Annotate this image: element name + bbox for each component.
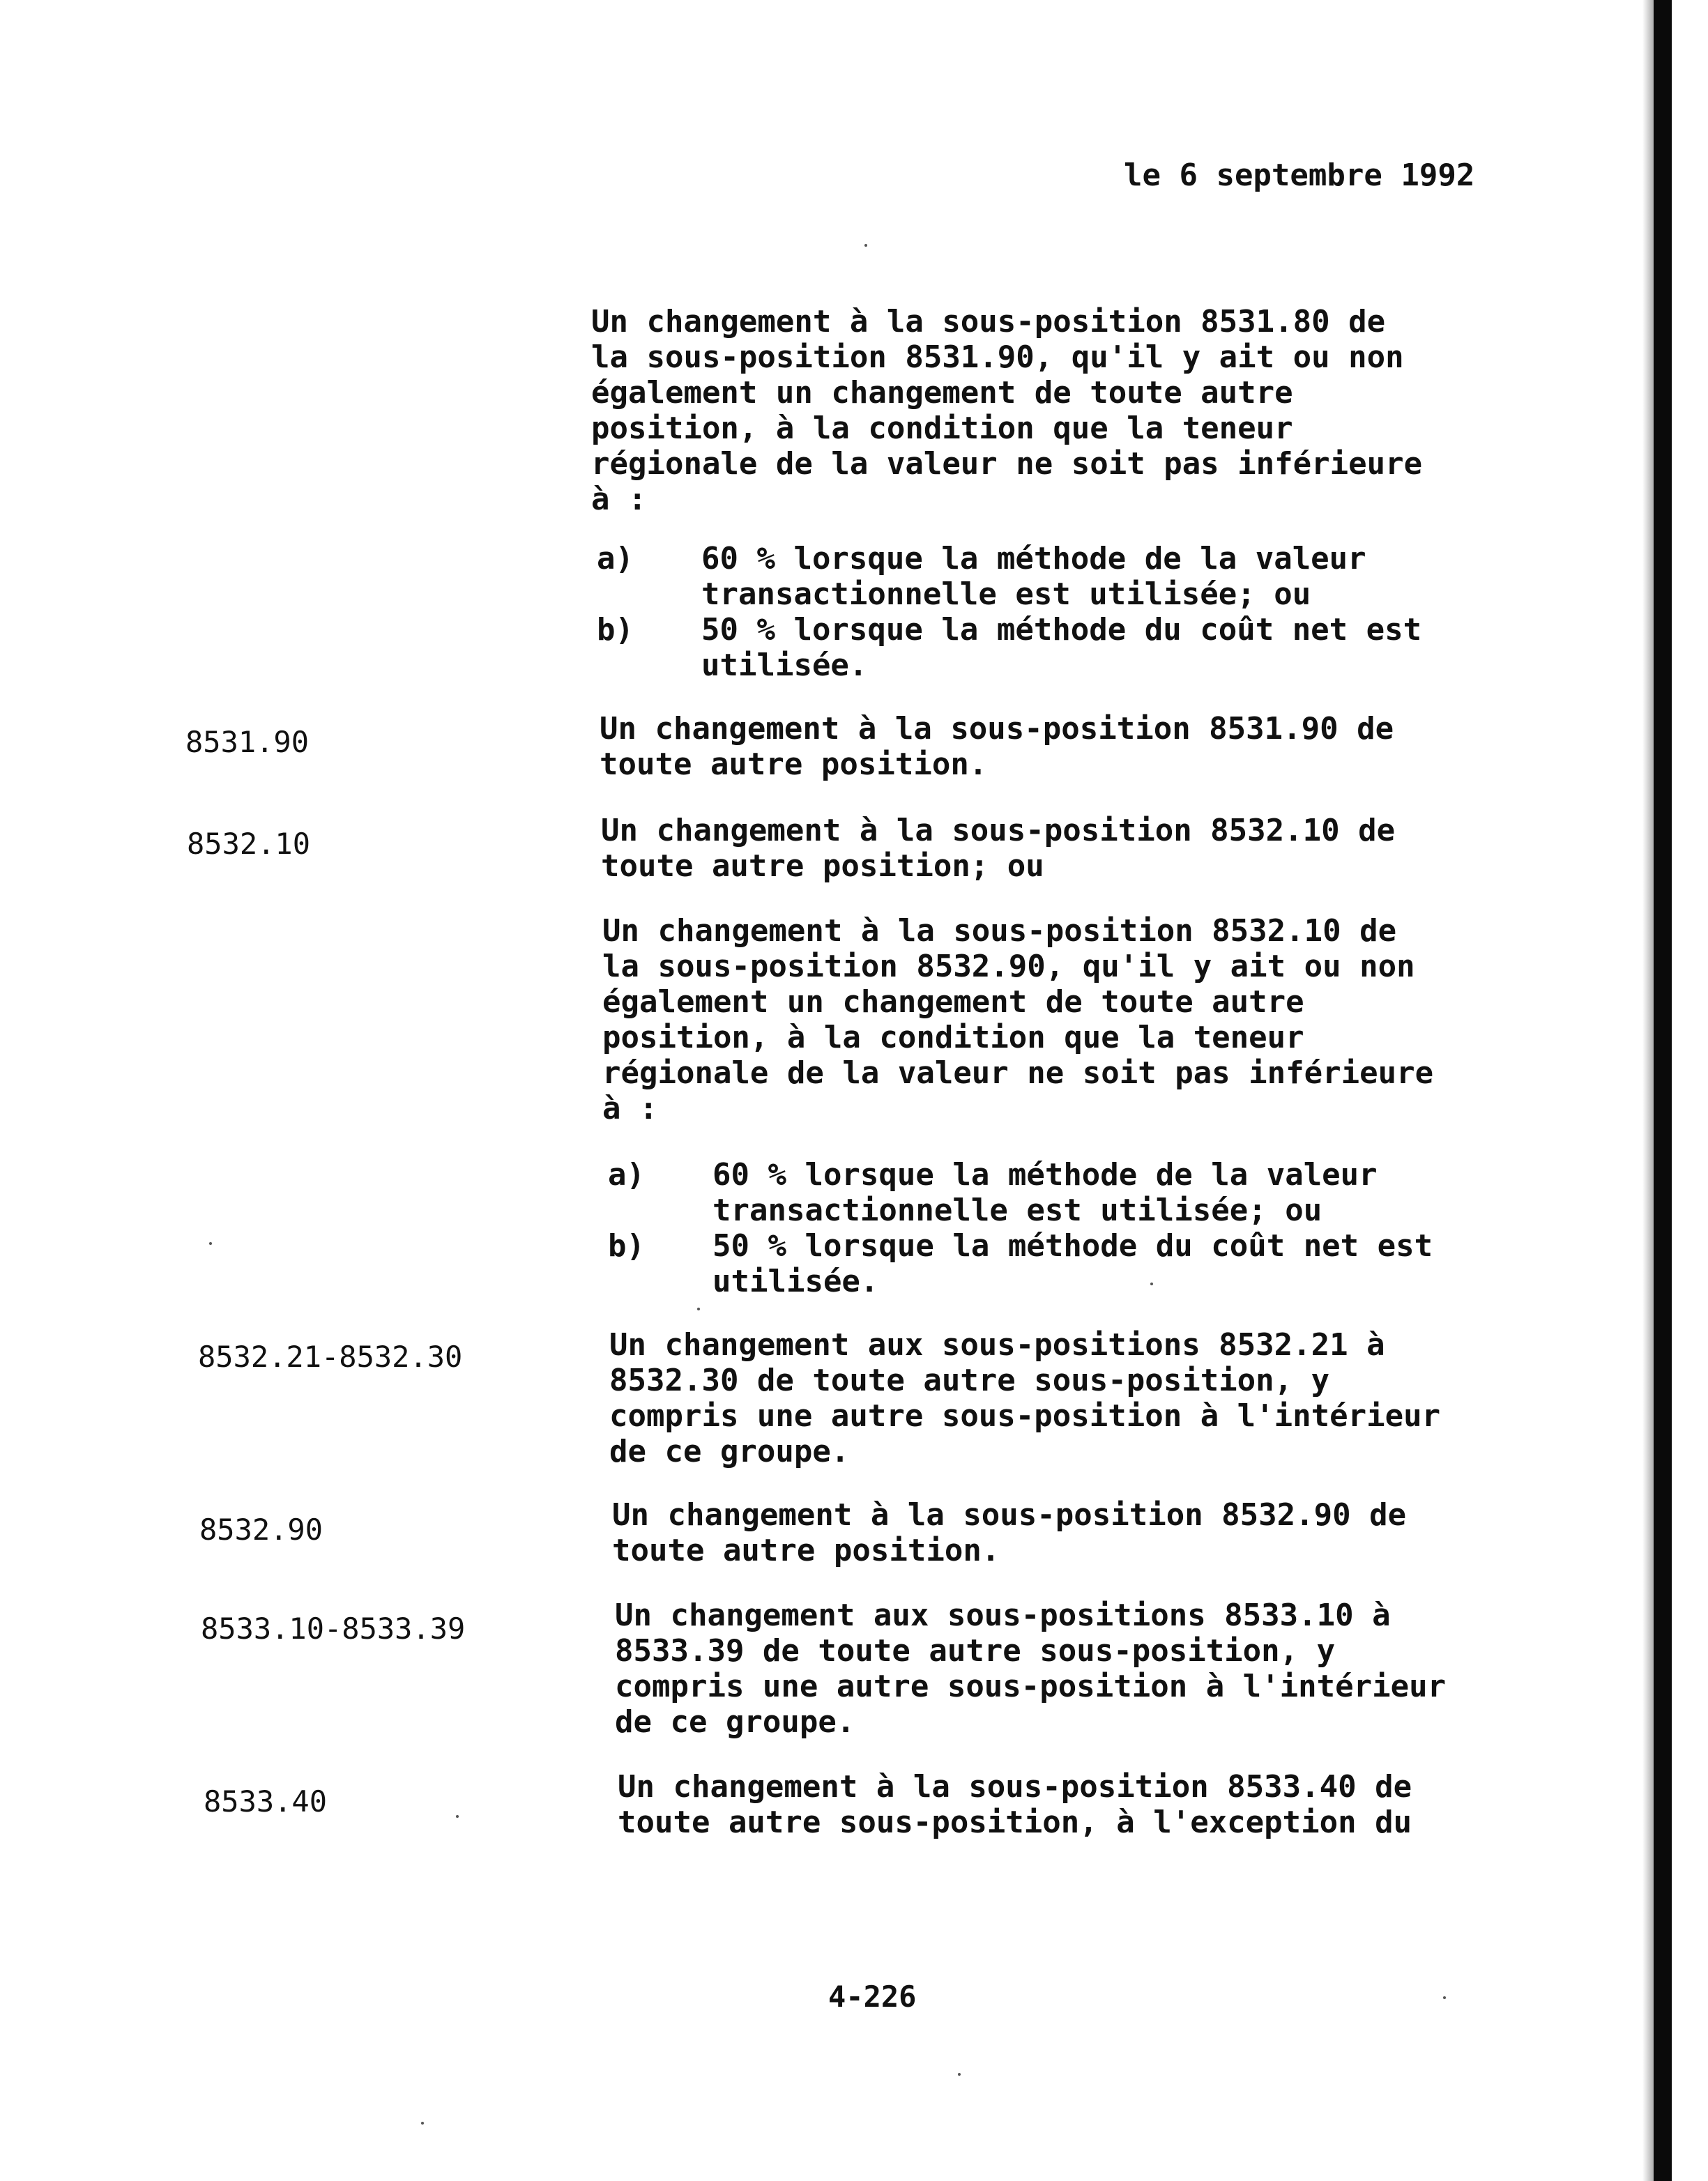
rule-text-alternative: Un changement à la sous-position 8532.10 de la sous-position 8532.90, qu'il y ait ou non également un changement de toute autre position, à la condition que la teneur régionale de la valeur ne soit pas inférieure à : — [602, 913, 1434, 1126]
scan-edge-shadow — [1642, 0, 1654, 2181]
rule-text: Un changement aux sous-positions 8533.10 à 8533.39 de toute autre sous-position, y compris une autre sous-position à l'intérieur de ce groupe. — [615, 1598, 1447, 1740]
rule-text: Un changement à la sous-position 8532.90 de toute autre position. — [612, 1497, 1407, 1568]
scan-speck — [697, 1308, 700, 1310]
item-text: 50 % lorsque la méthode du coût net est utilisée. — [701, 612, 1422, 683]
intro-item-a — [597, 541, 1573, 612]
document-date: le 6 septembre 1992 — [1124, 158, 1475, 193]
scan-speck — [958, 2073, 961, 2076]
item-text: 60 % lorsque la méthode de la valeur transactionnelle est utilisée; ou — [712, 1157, 1378, 1228]
scan-speck — [209, 1242, 212, 1245]
tariff-code: 8531.90 — [185, 725, 310, 759]
item-text: 50 % lorsque la méthode du coût net est utilisée. — [712, 1228, 1433, 1299]
scan-speck — [864, 244, 867, 247]
scan-speck — [421, 2122, 424, 2125]
scan-speck — [1150, 1283, 1153, 1285]
item-marker: b) — [597, 612, 634, 648]
tariff-code: 8532.21-8532.30 — [198, 1340, 463, 1374]
intro-paragraph: Un changement à la sous-position 8531.80 de la sous-position 8531.90, qu'il y ait ou non également un changement de toute autre position, à la condition que la teneur régionale de la valeur ne soit pas inférieure à : — [591, 304, 1423, 517]
rule-text: Un changement à la sous-position 8533.40 de toute autre sous-position, à l'exception du — [618, 1769, 1412, 1840]
item-text: 60 % lorsque la méthode de la valeur transactionnelle est utilisée; ou — [701, 541, 1366, 612]
tariff-code: 8532.90 — [199, 1513, 323, 1547]
scan-speck — [456, 1815, 459, 1818]
scan-speck — [1443, 1996, 1446, 1999]
rule-item-a — [608, 1157, 1584, 1228]
rule-text: Un changement à la sous-position 8531.90 de toute autre position. — [600, 711, 1394, 782]
rule-text: Un changement à la sous-position 8532.10 de toute autre position; ou — [601, 813, 1396, 884]
item-marker: a) — [608, 1157, 645, 1193]
item-marker: b) — [608, 1228, 645, 1264]
tariff-code: 8533.40 — [204, 1784, 328, 1819]
intro-item-b — [597, 612, 1573, 683]
item-marker: a) — [597, 541, 634, 576]
tariff-code: 8532.10 — [187, 827, 311, 861]
page-number: 4-226 — [828, 1980, 917, 2014]
rule-item-b — [608, 1228, 1584, 1299]
scan-edge-border — [1654, 0, 1672, 2181]
rule-text: Un changement aux sous-positions 8532.21 à 8532.30 de toute autre sous-position, y compris une autre sous-position à l'intérieur de ce groupe. — [609, 1327, 1441, 1469]
tariff-code: 8533.10-8533.39 — [201, 1612, 466, 1646]
